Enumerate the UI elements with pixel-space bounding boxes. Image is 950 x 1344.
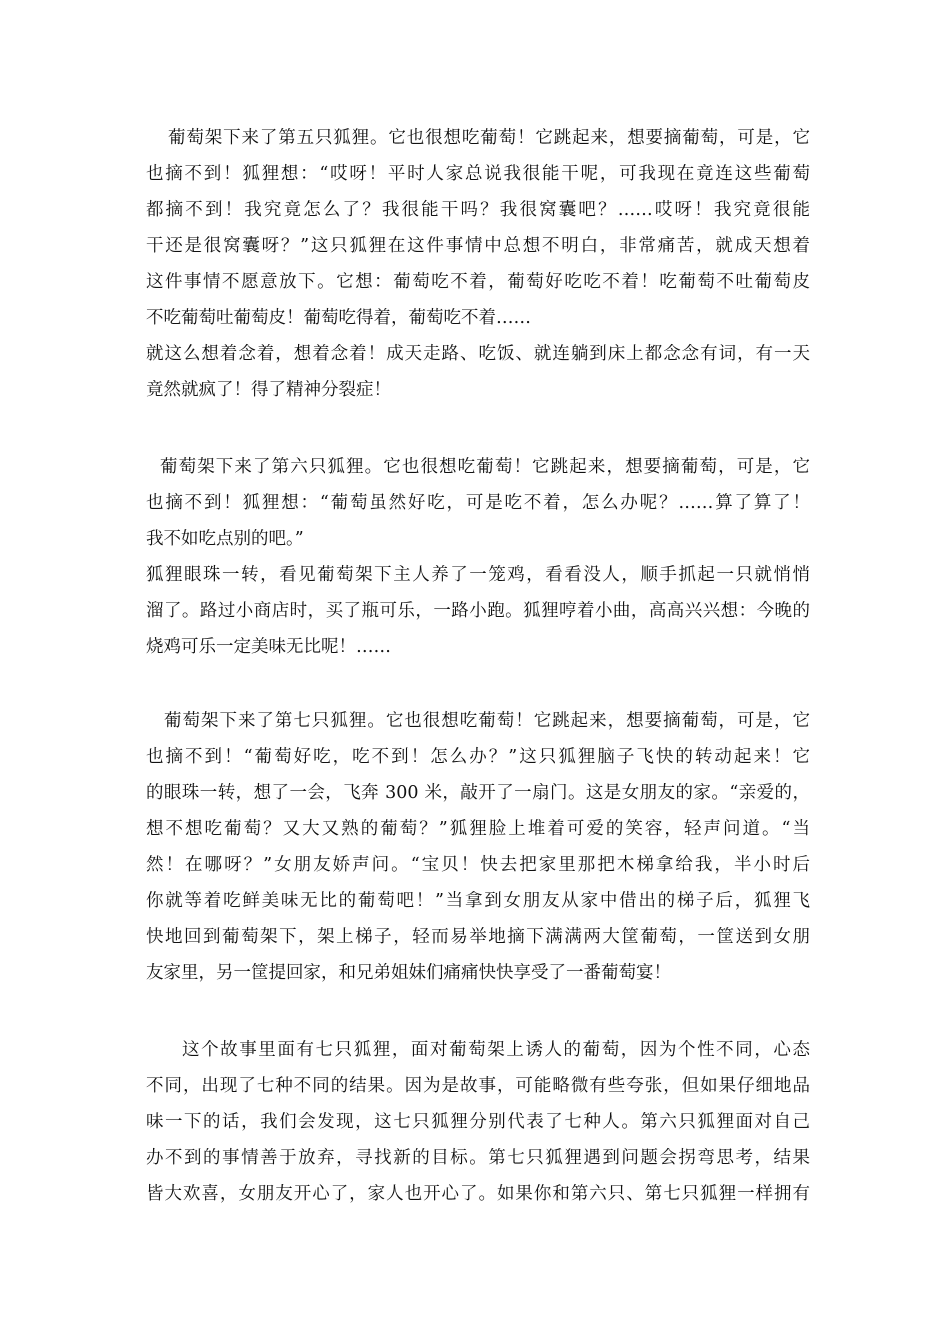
paragraph-2-line-6: 烧鸡可乐一定美味无比呢！…… [146, 637, 391, 657]
paragraph-4-line-5: 皆大欢喜，女朋友开心了，家人也开心了。如果你和第六只、第七只狐狸一样拥有 [146, 1184, 810, 1204]
paragraph-1-line-4: 干还是很窝囊呀？”这只狐狸在这件事情中总想不明白，非常痛苦，就成天想着 [146, 236, 810, 256]
paragraph-3-line-5: 然！在哪呀？”女朋友娇声问。“宝贝！快去把家里那把木梯拿给我，半小时后 [146, 855, 810, 875]
paragraph-3-line-7: 快地回到葡萄架下，架上梯子，轻而易举地摘下满满两大筐葡萄，一筐送到女朋 [146, 927, 810, 947]
paragraph-3-line-4: 想不想吃葡萄？又大又熟的葡萄？”狐狸脸上堆着可爱的笑容，轻声问道。“当 [146, 819, 810, 839]
paragraph-1-line-8: 竟然就疯了！得了精神分裂症！ [146, 380, 391, 400]
paragraph-4-line-4: 办不到的事情善于放弃，寻找新的目标。第七只狐狸遇到问题会拐弯思考，结果 [146, 1148, 810, 1168]
paragraph-3-line-8: 友家里，另一筐提回家，和兄弟姐妹们痛痛快快享受了一番葡萄宴！ [146, 963, 671, 983]
paragraph-1-line-7: 就这么想着念着，想着念着！成天走路、吃饭、就连躺到床上都念念有词，有一天 [146, 344, 810, 364]
paragraph-2-line-5: 溜了。路过小商店时，买了瓶可乐，一路小跑。狐狸哼着小曲，高高兴兴想：今晚的 [146, 601, 810, 621]
paragraph-4-line-3: 味一下的话，我们会发现，这七只狐狸分别代表了七种人。第六只狐狸面对自己 [146, 1112, 810, 1132]
paragraph-1-line-1: 葡萄架下来了第五只狐狸。它也很想吃葡萄！它跳起来，想要摘葡萄，可是，它 [168, 128, 810, 148]
paragraph-3-line-2: 也摘不到！“葡萄好吃，吃不到！怎么办？”这只狐狸脑子飞快的转动起来！它 [146, 747, 810, 767]
paragraph-1-line-3: 都摘不到！我究竟怎么了？我很能干吗？我很窝囊吧？……哎呀！我究竟很能 [146, 200, 810, 220]
paragraph-2-line-3: 我不如吃点别的吧。” [146, 529, 304, 549]
paragraph-1-line-6: 不吃葡萄吐葡萄皮！葡萄吃得着，葡萄吃不着…… [146, 308, 531, 328]
paragraph-4-line-1: 这个故事里面有七只狐狸，面对葡萄架上诱人的葡萄，因为个性不同，心态 [182, 1040, 810, 1060]
paragraph-2-line-2: 也摘不到！狐狸想：“葡萄虽然好吃，可是吃不着，怎么办呢？……算了算了！ [146, 493, 810, 513]
paragraph-4-line-2: 不同，出现了七种不同的结果。因为是故事，可能略微有些夸张，但如果仔细地品 [146, 1076, 810, 1096]
paragraph-2-line-4: 狐狸眼珠一转，看见葡萄架下主人养了一笼鸡，看看没人，顺手抓起一只就悄悄 [146, 565, 810, 585]
paragraph-2-line-1: 葡萄架下来了第六只狐狸。它也很想吃葡萄！它跳起来，想要摘葡萄，可是，它 [160, 457, 810, 477]
paragraph-1-line-2: 也摘不到！狐狸想：“哎呀！平时人家总说我很能干呢，可我现在竟连这些葡萄 [146, 164, 810, 184]
paragraph-3-line-1: 葡萄架下来了第七只狐狸。它也很想吃葡萄！它跳起来，想要摘葡萄，可是，它 [164, 711, 810, 731]
paragraph-1-line-5: 这件事情不愿意放下。它想：葡萄吃不着，葡萄好吃吃不着！吃葡萄不吐葡萄皮 [146, 272, 810, 292]
paragraph-3-line-3: 的眼珠一转，想了一会，飞奔 300 米，敲开了一扇门。这是女朋友的家。“亲爱的， [146, 783, 810, 803]
paragraph-3-line-6: 你就等着吃鲜美味无比的葡萄吧！”当拿到女朋友从家中借出的梯子后，狐狸飞 [146, 891, 810, 911]
